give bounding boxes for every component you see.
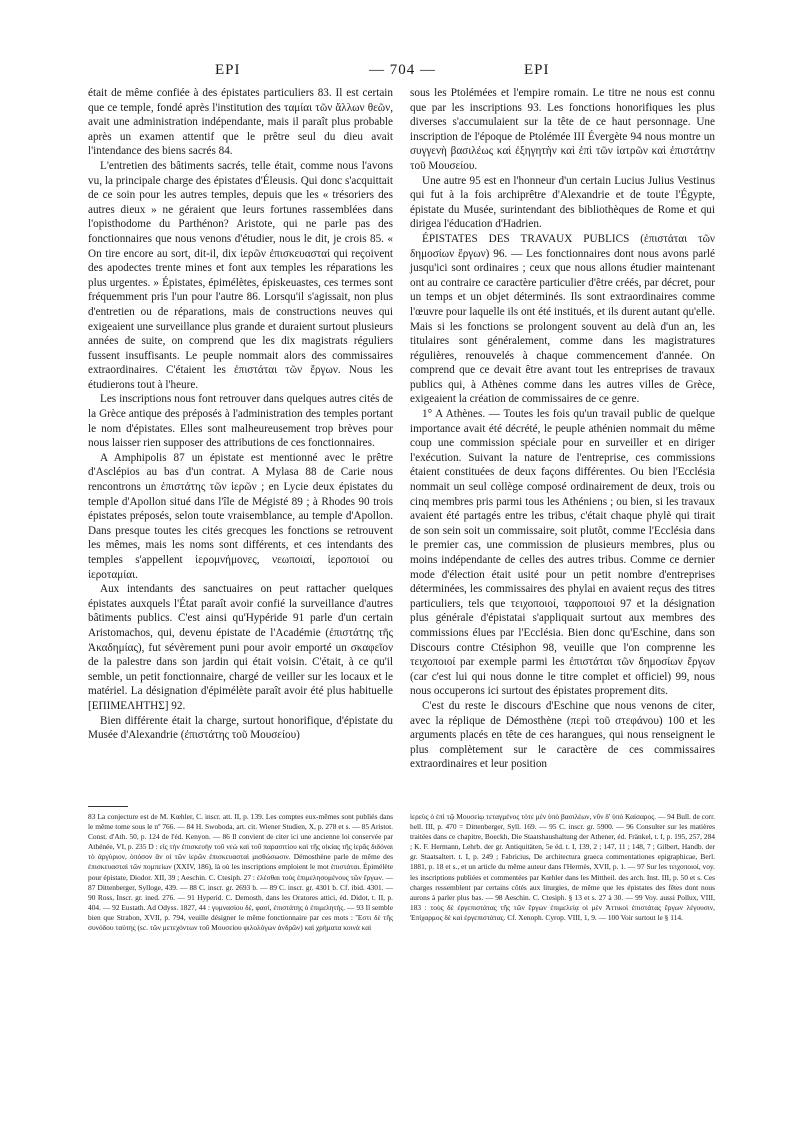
paragraph: L'entretien des bâtiments sacrés, telle était, comme nous l'avons vu, la principale charge des épistates d'Éleusis. Qui donc s'acquittait de ce soin pour les autres temples, depuis que les « trésoriers des autres dieux » ne géraient que leurs fortunes rassemblées dans l'opisthodome du Parthénon? Aristote, qui ne parle pas des fonctionnaires que nous venons d'étudier, nous le dit, je crois 85. « On tire encore au sort, dit-il, dix ἱερῶν ἐπισκευασταί qui reçoivent des apodectes trente mines et font aux temples les réparations les plus urgentes. » Épistates, épimélètes, épiskeuastes, ces termes sont fréquemment pris l'un pour l'autre 86. Lorsqu'il s'agissait, non plus d'entretien ou de réparations, mais de constructions neuves qui exigeaient une surveillance plus grande et duraient surtout plusieurs années de suite, on comprend que les dix magistrats réguliers fussent insuffisants. Le peuple nommait alors des commissaires extraordinaires. C'étaient les ἐπιστάται τῶν ἔργων. Nous les étudierons tout à l'heure.: [88, 159, 393, 391]
paragraph: A Amphipolis 87 un épistate est mentionné avec le prêtre d'Asclépios au bas d'un contrat. A Mylasa 88 de Carie nous rencontrons un ἐπιστάτης τῶν ἱερῶν ; en Lycie deux épistates du temple d'Apollon situé dans l'île de Mégisté 89 ; à Rhodes 90 trois épistates préposés, selon toute vraisemblance, au temple d'Apollon. Dans presque toutes les cités grecques les fonctions se retrouvent les mêmes, mais les noms sont différents, et ces intendants des temples s'appellent ἱερομνήμονες, νεωποιαί, ἱεροποιοί ou ἱεροταμίαι.: [88, 451, 393, 581]
paragraph: Les inscriptions nous font retrouver dans quelques autres cités de la Grèce antique des préposés à l'administration des temples portant le nom d'épistates. Elles sont malheureusement trop brèves pour nous laisser rien supposer des attributions de ces fonctionnaires.: [88, 393, 393, 450]
paragraph: Bien différente était la charge, surtout honorifique, d'épistate du Musée d'Alexandrie (ἐπιστάτης τοῦ Μουσείου): [88, 714, 393, 742]
footnote-text: ἱερεὺς ὁ ἐπὶ τῷ Μουσείῳ τεταγμένος τότε μὲν ὑπὸ βασιλέων, νῦν δ' ὑπὸ Καίσαρος. — 94 Bull. de corr. hell. III, p. 470 = Dittenberger, Syll. 169. — 95 C. inscr. gr. 5900. — 96 Consulter sur les matières traitées dans ce chapitre, Boeckh, Die Staatshaushaltung der Athener, éd. Fränkel, t. I, p. 195, 257, 284 ; K. F. Hermann, Lehrb. der gr. Antiquitäten, 5e éd. t. I, 139, 2 ; 147, 11 ; 148, 7 ; Gilbert, Handb. der gr. Staatsaltert. t. I, p. 249 ; Fabricius, De architectura graeca commentationes epigraphicae, Berl. 1881, p. 18 et s., et un article du même auteur dans l'Hermès, XVII, p. 1. — 97 Sur les τειχοποιοί, voy. les inscriptions publiées et commentées par Kœhler dans les Mittheil. des arch. Inst. III, p. 50 et s. Ces charges ressemblent par certains côtés aux liturgies, de même que les épistates des fêtes dont nous aurons à parler plus bas. — 98 Aeschin. C. Ctesiph. § 13 et s. 27 à 30. — 99 Voy. aussi Pollux, VIII, 183 : τοὺς δὲ ἐργεπιστάτας τῆς τῶν ἔργων ἐπιμελείᾳ οἱ μὲν Ἀττικοὶ ἐπιστάτας ἔργων λέγουσιν, Ἐπίχαρμος δὲ καὶ ἐργεπιστάτας. Cf. Xenoph. Cyrop. VIII, 1, 9. — 100 Voir surtout le § 114.: [410, 812, 715, 922]
paragraph: Aux intendants des sanctuaires on peut rattacher quelques épistates auxquels l'État paraît avoir confié la surveillance d'autres bâtiments publics. C'est ainsi qu'Hypéride 91 parle d'un certain Aristomachos, qui, devenu épistate de l'Académie (ἐπιστάτης τῆς Ἀκαδημίας), fut sévèrement puni pour avoir emporté un σκαφεῖον de la palestre dans son jardin qui était voisin. C'était, à ce qu'il semble, un petit fonctionnaire, chargé de veiller sur les locaux et le matériel. La désignation d'épimélète paraît avoir été plus habituelle [ΕΠΙΜΕΛΗΤΗΣ] 92.: [88, 583, 393, 712]
paragraph: C'est du reste le discours d'Eschine que nous venons de citer, avec la réplique de Démosthène (περὶ τοῦ στεφάνου) 100 et les arguments placés en tête de ces harangues, qui nous renseignent le plus complètement sur le caractère de ces commissaires extraordinaires et leur position: [410, 699, 715, 771]
paragraph: 1° A Athènes. — Toutes les fois qu'un travail public de quelque importance avait été décrété, le peuple athénien nommait du même coup une commission spéciale pour en surveiller et en diriger l'exécution. Suivant la nature de l'entreprise, ces commissions étaient constituées de deux façons différentes. Ou bien l'Ecclésia nommait un seul collège composé ordinairement de deux, trois ou cinq membres pris parmi tous les Athéniens ; ou bien, si les travaux avaient été partagés entre les tribus, c'était chaque phylè qui tirait de son sein soit un commissaire, soit plutôt, comme l'Ecclésia dans le premier cas, une commission de plusieurs membres, plus ou moins indépendante de celles des autres tribus. Comme ce dernier mode d'élection était usité pour un petit nombre d'entreprises déterminées, les commissaires des phylai en avaient reçus des titres particuliers, tels que τειχοποιοί, ταφροποιοί 97 et la désignation plus générale d'épistatai s'appliquait surtout aux membres des commissions élues par l'Ecclésia. Bien donc qu'Eschine, dans son Discours contre Ctésiphon 98, veuille que l'on comprenne les τειχοποιοί par exemple parmi les ἐπιστάται τῶν δημοσίων ἔργων (car c'est lui qui nous donne le titre complet et officiel) 99, nous nous occuperons ici surtout des épistates proprement dits.: [410, 408, 715, 698]
footnote-rule: [88, 806, 128, 807]
footnote-text: 83 La conjecture est de M. Kœhler, C. inscr. att. II, p. 139. Les comptes eux-mêmes sont publiés dans le même tome sous le nº 766. — 84 H. Swoboda, art. cit. Wiener Studien, X, p. 278 et s. — 85 Aristot. Const. d'Ath. 50, p. 124 de l'éd. Kenyon. — 86 Il convient de citer ici une ancienne loi conservée par Athénée, VI, p. 235 D : εἰς τὴν ἐπισκευὴν τοῦ νεὼ καὶ τοῦ παρασιτίου καὶ τῆς οἰκίας τῆς ἱερᾶς διδόναι τὸ ἀργύριον, ὁπόσον ἂν οἱ τῶν ἱερῶν ἐπισκευασταὶ μισθώσωσιν. Démosthène parle de même des ἐπισκευασταὶ τῶν πομπείων (XXIV, 186), là où les inscriptions emploient le mot ἐπιστάται. Épimélète pour épistate, Diodor. XII, 39 ; Aeschin. C. Ctesiph. 27 : ἐλέσθαι τοὺς ἐπιμελησομένους τῶν ἔργων. — 87 Dittenberger, Sylloge, 439. — 88 C. inscr. gr. 2693 b. — 89 C. inscr. gr. 4301 b. Cf. ibid. 4301. — 90 Ross, Inscr. gr. ined. 276. — 91 Hyperid. C. Demosth. dans les Oratores attici, éd. Didot, t. II, p. 404. — 92 Eustath. Ad Odyss. 1827, 44 : γυμνασίου δέ, φασί, ἐπιστάτης ὁ ἐπιμελητής. — 93 Il semble bien que Strabon, XVII, p. 794, veuille désigner le même fonctionnaire par ces mots : Ἔστι δὲ τῆς συνόδου ταύτης (sc. τῶν μετεχόντων τοῦ Μουσείου φιλολόγων ἀνδρῶν) καὶ χρήματα κοινὰ καὶ: [88, 812, 393, 933]
page-number: — 704 —: [369, 62, 436, 78]
running-head-right: EPI: [524, 62, 550, 78]
paragraph: était de même confiée à des épistates particuliers 83. Il est certain que ce temple, fondé après l'institution des ταμίαι τῶν ἄλλων θεῶν, avait une administration indépendante, mais il paraît plus probable après un examen attentif que le prêtre seul du dieu avait l'intendance des biens sacrés 84.: [88, 87, 393, 158]
paragraph: Une autre 95 est en l'honneur d'un certain Lucius Julius Vestinus qui fut à la fois archiprêtre d'Alexandrie et de toute l'Égypte, épistate du Musée, surintendant des bibliothèques de Rome et qui dirigea l'éducation d'Hadrien.: [410, 174, 715, 231]
paragraph: ÉPISTATES DES TRAVAUX PUBLICS (ἐπιστάται τῶν δημοσίων ἔργων) 96. — Les fonctionnaires dont nous avons parlé jusqu'ici sont ordinaires ; ceux que nous allons étudier maintenant ont au contraire ce caractère particulier d'être créés, par décret, pour un temps et un objet déterminés. Ils sont extraordinaires comme l'œuvre pour laquelle ils ont été institués, et ils durent autant qu'elle. Mais si les fonctions se prolongent souvent au delà d'un an, les titulaires sont généralement, comme dans les magistratures régulières, renouvelés à chaque commencement d'année. On comprend que ce devait être avant tout les entreprises de travaux publics qui, à Athènes comme dans les autres villes de Grèce, exigeaient la création de commissaires de ce genre.: [410, 232, 715, 406]
footnotes-right: [410, 812, 715, 923]
footnotes-left: [88, 812, 393, 933]
running-head-left: EPI: [215, 62, 241, 78]
left-column: [88, 86, 393, 743]
paragraph: sous les Ptolémées et l'empire romain. Le titre ne nous est connu que par les inscriptions 93. Les fonctions honorifiques les plus diverses s'accumulaient sur la tête de ce haut personnage. Une inscription de l'époque de Ptolémée III Évergète 94 nous montre un συγγενὴ βασιλέως καὶ ἐξηγητὴν καὶ ἐπὶ τῶν ἰατρῶν καὶ ἐπιστάτην τοῦ Μουσείου.: [410, 87, 715, 172]
right-column: [410, 86, 715, 772]
